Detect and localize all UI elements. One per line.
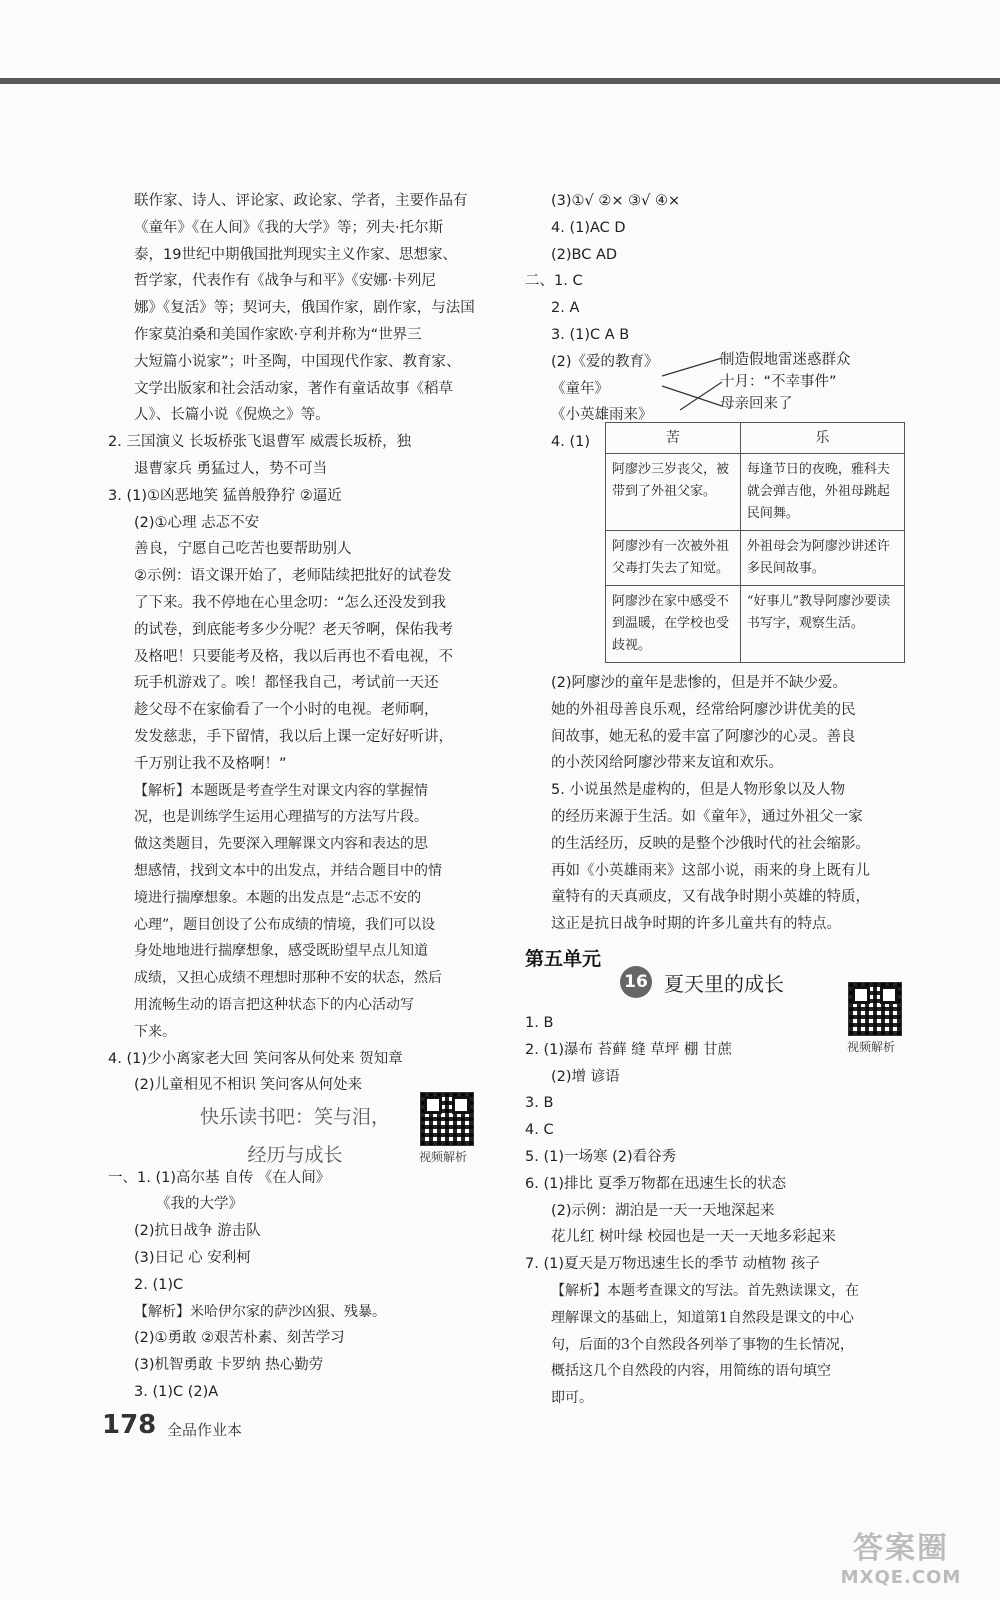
- table-cell: 阿廖沙在家中感受不到温暖，在学校也受歧视。: [606, 586, 741, 663]
- answer-line: 二、1. C: [525, 273, 583, 290]
- watermark-logo: 答案圈: [853, 1531, 949, 1566]
- answer-line: 退曹家兵 勇猛过人，势不可当: [134, 460, 328, 477]
- answer-line: 身处地地进行揣摩想象，感受既盼望早点儿知道: [134, 943, 428, 960]
- answer-line: 3. (1)C A B: [551, 326, 630, 343]
- table-cell: 阿廖沙三岁丧父，被带到了外祖父家。: [606, 454, 741, 531]
- match-item: 制造假地雷迷惑群众: [720, 352, 851, 368]
- bitter-joy-table: [605, 422, 905, 663]
- answer-line: 及格吧！只要能考及格，我以后再也不看电视，不: [134, 648, 453, 665]
- answer-line: 想感情，找到文本中的出发点，并结合题目中的情: [134, 862, 442, 879]
- table-cell: 外祖母会为阿廖沙讲述许多民间故事。: [740, 531, 904, 586]
- answer-line: 2. 三国演义 长坂桥张飞退曹军 威震长坂桥，独: [108, 434, 412, 451]
- answer-line: 的试卷，到底能考多少分呢？老天爷啊，保佑我考: [134, 621, 453, 638]
- qr-code-icon[interactable]: [420, 1092, 474, 1146]
- qr-label: 视频解析: [419, 1150, 468, 1164]
- answer-line: 即可。: [551, 1390, 593, 1407]
- answer-line: 下来。: [134, 1023, 176, 1040]
- answer-line: 1. B: [525, 1014, 554, 1031]
- answer-line: 3. (1)①凶恶地笑 猛兽般狰狞 ②逼近: [108, 487, 342, 504]
- answer-line: 千万别让我不及格啊！”: [134, 755, 287, 772]
- lesson-title: 夏天里的成长: [664, 971, 784, 996]
- answer-line: (2)儿童相见不相识 笑问客从何处来: [134, 1077, 363, 1094]
- answer-line: 善良，宁愿自己吃苦也要帮助别人: [134, 541, 352, 558]
- answer-line: 4. C: [525, 1122, 554, 1139]
- answer-line: 《我的大学》: [156, 1196, 243, 1213]
- answer-line: 联作家、诗人、评论家、政论家、学者，主要作品有: [134, 193, 468, 209]
- watermark-url: MXQE.COM: [840, 1567, 962, 1588]
- matching-lines: [660, 352, 728, 420]
- answer-line: 2. (1)瀑布 苔藓 缝 草坪 棚 甘蔗: [525, 1041, 733, 1058]
- answer-line: 4. (1)AC D: [551, 219, 626, 236]
- answer-line: 5. (1)一场寒 (2)看谷秀: [525, 1148, 677, 1165]
- answer-line: 概括这几个自然段的内容，用简练的语句填空: [551, 1363, 831, 1380]
- answer-line: 玩手机游戏了。唉！都怪我自己，考试前一天还: [134, 675, 439, 692]
- answer-line: 童特有的天真顽皮，又有战争时期小英雄的特质，: [551, 889, 870, 906]
- answer-line: (2)BC AD: [551, 246, 618, 263]
- answer-line: 《童年》: [551, 380, 609, 397]
- table-header: 苦: [606, 423, 741, 454]
- answer-line: 5. 小说虽然是虚构的，但是人物形象以及人物: [551, 782, 845, 799]
- answer-line: 况，也是训练学生运用心理描写的方法写片段。: [134, 809, 428, 826]
- answer-line: 做这类题目，先要深入理解课文内容和表达的思: [134, 836, 428, 853]
- answer-line: 成绩，又担心成绩不理想时那种不安的状态，然后: [134, 970, 442, 987]
- answer-line: 了下来。我不停地在心里念叨：“怎么还没发到我: [134, 594, 447, 611]
- left-column: [108, 188, 500, 1406]
- answer-line: 句，后面的3个自然段各列举了事物的生长情况，: [551, 1336, 854, 1353]
- answer-line: 娜》《复活》等；契诃夫，俄国作家，剧作家，与法国: [134, 300, 475, 317]
- answer-line: 《小英雄雨来》: [551, 407, 653, 424]
- matching-targets: [720, 349, 851, 415]
- reading-title-line: 经历与成长: [247, 1144, 343, 1166]
- answer-line: 4. (1)少小离家老大回 笑问客从何处来 贺知章: [108, 1050, 403, 1067]
- table-cell: 每逢节日的夜晚，雅科夫就会弹吉他，外祖母跳起民间舞。: [740, 454, 904, 531]
- answer-line: (2)①勇敢 ②艰苦朴素、刻苦学习: [134, 1330, 345, 1347]
- answer-line: (3)日记 心 安利柯: [134, 1250, 251, 1267]
- answer-line: 花儿红 树叶绿 校园也是一天一天地多彩起来: [551, 1229, 836, 1246]
- answer-line: 2. (1)C: [134, 1276, 184, 1293]
- answer-line: (2)阿廖沙的童年是悲惨的，但是并不缺少爱。: [551, 674, 848, 691]
- answer-line: (2)抗日战争 游击队: [134, 1223, 261, 1240]
- answer-line: 这正是抗日战争时期的许多儿童共有的特点。: [551, 916, 841, 933]
- table-row: [606, 531, 905, 586]
- answer-line: 境进行揣摩想象。本题的出发点是“忐忑不安的: [134, 889, 422, 906]
- book-title: 全品作业本: [167, 1421, 243, 1439]
- answer-line: (2)示例：湖泊是一天一天地深起来: [551, 1202, 775, 1219]
- answer-line: 人》、长篇小说《倪焕之》等。: [134, 407, 330, 424]
- watermark: [826, 1523, 976, 1588]
- answer-line: 趁父母不在家偷看了一个小时的电视。老师啊，: [134, 702, 439, 719]
- table-cell: 阿廖沙有一次被外祖父毒打失去了知觉。: [606, 531, 741, 586]
- table-row: [606, 454, 905, 531]
- answer-line: 3. (1)C (2)A: [134, 1384, 219, 1401]
- answer-line: 【解析】本题考查课文的写法。首先熟读课文，在: [551, 1282, 859, 1299]
- answer-line: 的经历来源于生活。如《童年》，通过外祖父一家: [551, 808, 863, 825]
- answer-line: 理解课文的基础上，知道第1自然段是课文的中心: [551, 1309, 854, 1326]
- answer-line: (2)增 谚语: [551, 1068, 620, 1085]
- top-rule: [0, 78, 1000, 84]
- answer-line: (3)①√ ②× ③√ ④×: [551, 193, 681, 209]
- answer-line: 作家莫泊桑和美国作家欧·亨利并称为“世界三: [134, 326, 422, 343]
- match-item: 母亲回来了: [720, 396, 793, 412]
- answer-line: 一、1. (1)高尔基 自传 《在人间》: [108, 1169, 331, 1186]
- answer-line: 7. (1)夏天是万物迅速生长的季节 动植物 孩子: [525, 1256, 820, 1273]
- answer-line: 哲学家，代表作有《战争与和平》《安娜·卡列尼: [134, 273, 436, 290]
- answer-line: 的生活经历，反映的是整个沙俄时代的社会缩影。: [551, 835, 870, 852]
- answer-line: (2)①心理 忐忑不安: [134, 514, 260, 531]
- answer-line: 发发慈悲，手下留情，我以后上课一定好好听讲，: [134, 728, 453, 745]
- answer-line: 的小茨冈给阿廖沙带来友谊和欢乐。: [551, 755, 783, 772]
- answer-line: 再如《小英雄雨来》这部小说，雨来的身上既有儿: [551, 862, 870, 879]
- table-header: 乐: [740, 423, 904, 454]
- answer-line: 《童年》《在人间》《我的大学》等；列夫·托尔斯: [134, 219, 444, 236]
- answer-line: 泰，19世纪中期俄国批判现实主义作家、思想家、: [134, 246, 457, 263]
- unit-title: 第五单元: [525, 947, 602, 970]
- answer-line: 6. (1)排比 夏季万物都在迅速生长的状态: [525, 1175, 787, 1192]
- answer-line: 用流畅生动的语言把这种状态下的内心活动写: [134, 996, 414, 1013]
- answer-line: 间故事，她无私的爱丰富了阿廖沙的心灵。善良: [551, 728, 856, 745]
- lesson-number-badge: 16: [620, 966, 652, 998]
- answer-line: 3. B: [525, 1095, 554, 1112]
- answer-line: 心理”，题目创设了公布成绩的情境，我们可以设: [134, 916, 436, 933]
- page-number: 178: [102, 1410, 157, 1440]
- answer-line: 【解析】本题既是考查学生对课文内容的掌握情: [134, 782, 428, 799]
- reading-section-title: [180, 1098, 410, 1174]
- qr-code-icon[interactable]: [848, 982, 902, 1036]
- answer-line: 文学出版家和社会活动家，著作有童话故事《稻草: [134, 380, 453, 397]
- lesson-heading: [620, 966, 784, 998]
- answer-line: ②示例：语文课开始了，老师陆续把批好的试卷发: [134, 568, 452, 585]
- answer-line: 她的外祖母善良乐观，经常给阿廖沙讲优美的民: [551, 701, 856, 718]
- answer-line: (2)《爱的教育》: [551, 353, 659, 370]
- answer-line: (3)机智勇敢 卡罗纳 热心勤劳: [134, 1357, 324, 1374]
- table-row: [606, 586, 905, 663]
- qr-label: 视频解析: [847, 1040, 896, 1054]
- answer-line: 大短篇小说家”；叶圣陶，中国现代作家、教育家、: [134, 353, 461, 370]
- answer-line: 4. (1): [551, 434, 590, 451]
- answer-line: 【解析】米哈伊尔家的萨沙凶狠、残暴。: [134, 1303, 386, 1320]
- reading-title-line: 快乐读书吧：笑与泪，: [199, 1106, 390, 1128]
- match-item: 十月：“不幸事件”: [720, 374, 837, 390]
- table-cell: “好事儿”教导阿廖沙要读书写字，观察生活。: [740, 586, 904, 663]
- answer-line: 2. A: [551, 300, 580, 317]
